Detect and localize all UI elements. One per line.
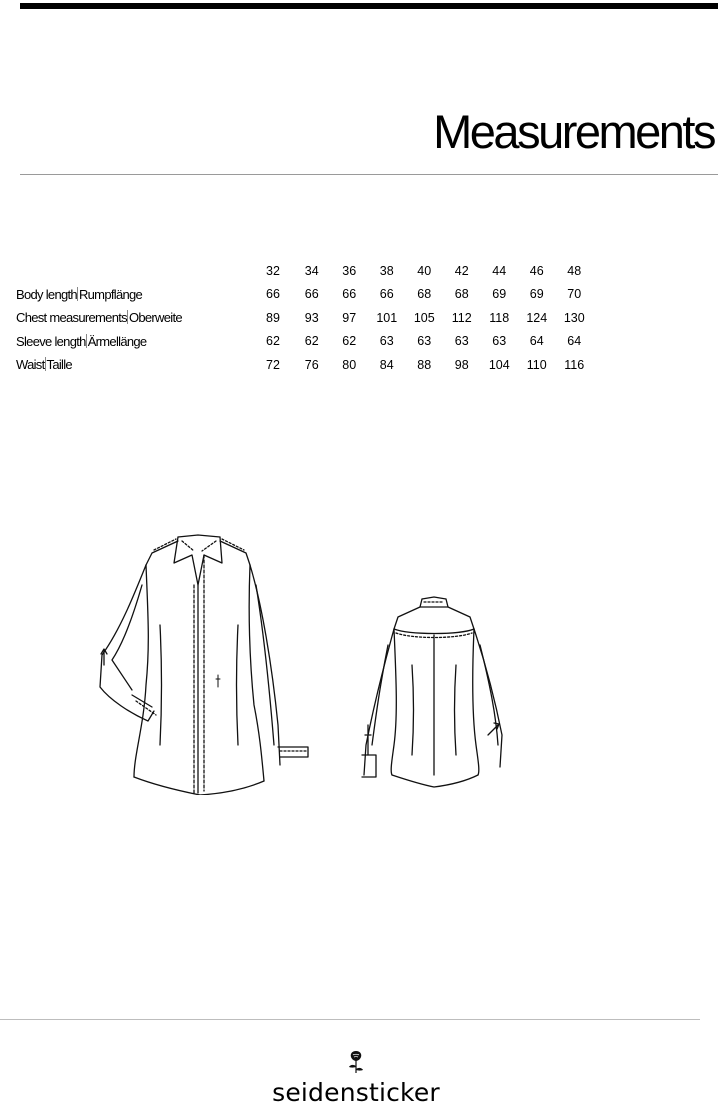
value-cell: 62 <box>342 334 357 349</box>
value-cell: 97 <box>342 310 357 325</box>
value-cell: 72 <box>266 357 280 372</box>
value-cell: 69 <box>492 287 507 302</box>
table-row <box>16 306 593 330</box>
value-cell: 76 <box>304 357 319 372</box>
row-label-en: Body length <box>16 286 77 302</box>
value-cell: 116 <box>564 357 585 372</box>
value-cell: 63 <box>492 334 507 349</box>
value-cell: 105 <box>413 310 435 325</box>
row-label-de: Rumpflänge <box>78 286 143 302</box>
value-cell: 98 <box>454 357 469 372</box>
size-header-row <box>16 259 593 283</box>
value-cell: 124 <box>526 310 548 325</box>
value-cell: 101 <box>376 310 398 325</box>
size-cell: 40 <box>417 263 432 278</box>
table-row <box>16 330 593 354</box>
title-divider <box>20 174 718 175</box>
size-cell: 44 <box>492 263 507 278</box>
size-table <box>16 259 593 377</box>
top-bar <box>20 3 718 9</box>
value-cell: 68 <box>417 287 432 302</box>
row-label-en: Sleeve length <box>16 333 86 349</box>
row-label-en: Chest measurements <box>16 310 127 326</box>
blouse-illustrations <box>90 525 510 795</box>
row-label-de: Ärmellänge <box>87 333 147 349</box>
value-cell: 110 <box>526 357 547 372</box>
value-cell: 64 <box>567 334 582 349</box>
value-cell: 112 <box>451 310 472 325</box>
page-title: Measurements <box>433 105 714 158</box>
value-cell: 89 <box>266 310 280 325</box>
blouse-front-drawing <box>100 535 308 795</box>
value-cell: 118 <box>489 310 510 325</box>
rose-icon <box>346 1050 366 1074</box>
value-cell: 62 <box>266 334 280 349</box>
table-row <box>16 353 593 377</box>
row-label <box>16 283 266 307</box>
footer-divider <box>0 1019 700 1020</box>
size-cell: 34 <box>304 263 319 278</box>
size-cell: 42 <box>454 263 469 278</box>
value-cell: 63 <box>454 334 469 349</box>
size-cell: 48 <box>567 263 582 278</box>
size-cell: 32 <box>266 263 280 278</box>
value-cell: 66 <box>342 287 357 302</box>
brand-wordmark: seidensticker <box>272 1078 440 1107</box>
value-cell: 63 <box>379 334 394 349</box>
value-cell: 80 <box>342 357 357 372</box>
value-cell: 66 <box>379 287 394 302</box>
value-cell: 88 <box>417 357 432 372</box>
size-cell: 38 <box>379 263 394 278</box>
row-label-de: Oberweite <box>128 310 182 326</box>
value-cell: 93 <box>304 310 319 325</box>
value-cell: 63 <box>417 334 432 349</box>
value-cell: 68 <box>454 287 469 302</box>
value-cell: 69 <box>529 287 544 302</box>
size-cell: 46 <box>529 263 544 278</box>
row-label <box>16 330 266 354</box>
table-row <box>16 283 593 307</box>
value-cell: 70 <box>567 287 582 302</box>
value-cell: 66 <box>266 287 280 302</box>
row-label-de: Taille <box>46 357 72 373</box>
value-cell: 66 <box>304 287 319 302</box>
value-cell: 84 <box>379 357 394 372</box>
row-label-en: Waist <box>16 357 45 373</box>
size-cell: 36 <box>342 263 357 278</box>
row-label <box>16 353 266 377</box>
value-cell: 64 <box>529 334 544 349</box>
value-cell: 62 <box>304 334 319 349</box>
row-label <box>16 306 266 330</box>
blouse-back-drawing <box>362 597 502 787</box>
value-cell: 130 <box>563 310 585 325</box>
value-cell: 104 <box>488 357 510 372</box>
